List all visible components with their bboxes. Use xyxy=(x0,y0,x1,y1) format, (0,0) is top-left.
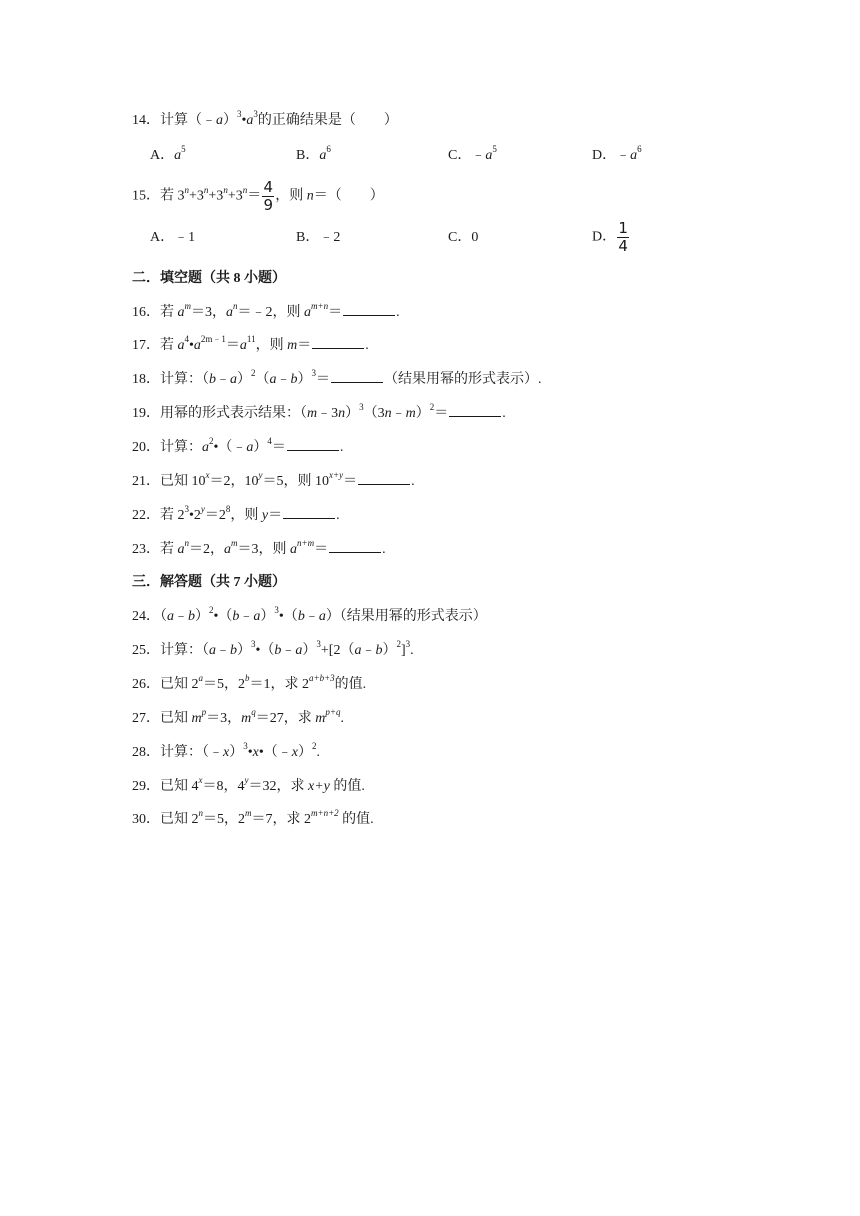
text-fragment: 20． xyxy=(132,440,160,455)
q14-option-d xyxy=(592,146,642,166)
text-fragment: ﹣3 xyxy=(317,406,339,421)
math-variable: a xyxy=(193,338,201,353)
exponent: 6 xyxy=(326,144,331,155)
text-fragment: 15． xyxy=(132,188,160,204)
text-fragment: +3 xyxy=(227,188,243,204)
question-25 xyxy=(132,641,414,661)
math-variable: b xyxy=(375,643,383,658)
q15-option-d xyxy=(592,221,630,254)
exponent xyxy=(231,538,238,548)
text-fragment: ，则 xyxy=(275,188,307,204)
text-fragment: B． xyxy=(296,148,320,163)
text-fragment: ﹣ xyxy=(174,609,188,624)
math-variable: y xyxy=(200,504,205,515)
text-fragment: 计算（﹣ xyxy=(160,113,216,128)
text-fragment: ＝8，4 xyxy=(202,779,245,794)
text-fragment: 9 xyxy=(263,196,273,214)
answer-blank xyxy=(283,506,335,519)
text-fragment: 计算：（ xyxy=(160,372,209,387)
text-fragment: D． xyxy=(592,148,617,163)
text-fragment: ＝5，则 10 xyxy=(262,474,329,489)
math-variable: y xyxy=(258,470,263,481)
math-variable: a xyxy=(354,643,362,658)
text-fragment: ＝ xyxy=(434,406,449,421)
exponent xyxy=(311,808,339,818)
exponent: 11 xyxy=(246,334,256,345)
math-variable: n+m xyxy=(297,538,315,549)
text-fragment: ） xyxy=(297,745,312,760)
text-fragment: . xyxy=(316,745,320,760)
text-fragment: 计算： xyxy=(160,440,202,455)
math-variable: n xyxy=(198,808,203,819)
text-fragment: 若 xyxy=(160,542,178,557)
exponent: 3 xyxy=(316,639,321,650)
exponent: 3 xyxy=(359,402,364,413)
math-variable: x xyxy=(205,470,210,481)
text-fragment: ） xyxy=(382,643,397,658)
text-fragment: ） xyxy=(415,406,430,421)
exponent: 2 xyxy=(251,368,256,379)
question-21 xyxy=(132,472,415,492)
text-fragment: ＝2 xyxy=(204,508,226,523)
text-fragment: 0 xyxy=(471,230,479,245)
math-variable: x xyxy=(223,745,230,760)
text-fragment: 17． xyxy=(132,338,160,353)
math-variable: b xyxy=(209,372,216,387)
math-variable: m xyxy=(307,406,318,421)
question-26 xyxy=(132,675,366,695)
exponent xyxy=(202,707,207,717)
exponent xyxy=(245,808,252,818)
text-fragment: 23． xyxy=(132,542,160,557)
text-fragment: 4 xyxy=(618,237,628,255)
question-19 xyxy=(132,404,506,424)
text-fragment: ＝2， xyxy=(189,542,224,557)
text-fragment: •（ xyxy=(255,643,275,658)
text-fragment: •（ xyxy=(213,609,233,624)
text-fragment: 已知 2 xyxy=(160,812,199,827)
exponent: 4 xyxy=(267,436,272,447)
text-fragment: ＝ xyxy=(316,372,330,387)
answer-blank xyxy=(358,472,410,485)
text-fragment: ] xyxy=(400,643,406,658)
question-24 xyxy=(132,607,487,627)
text-fragment: 16． xyxy=(132,305,160,320)
question-15 xyxy=(132,180,384,213)
text-fragment: ＝ xyxy=(247,188,262,204)
text-fragment: ＝1，求 2 xyxy=(249,677,309,692)
math-variable: b xyxy=(245,673,250,684)
text-fragment: ＝7，求 2 xyxy=(251,812,311,827)
text-fragment: ＝3， xyxy=(206,711,242,726)
fraction-4-9 xyxy=(262,180,274,213)
text-fragment: • xyxy=(189,338,194,353)
math-variable: p+q xyxy=(325,707,341,718)
exponent: 3 xyxy=(243,741,248,752)
exponent: 2m﹣1 xyxy=(200,334,226,345)
text-fragment: ＝2，10 xyxy=(209,474,259,489)
exponent: 5 xyxy=(492,144,497,155)
math-variable: n xyxy=(223,185,228,196)
text-fragment: （3 xyxy=(363,406,385,421)
math-variable: n xyxy=(184,185,189,196)
math-variable: a xyxy=(224,542,231,557)
text-fragment: C． xyxy=(448,230,472,245)
text-fragment: A． xyxy=(150,148,175,163)
exponent: 3 xyxy=(274,605,279,616)
exponent xyxy=(206,470,210,480)
text-fragment: ） xyxy=(229,745,244,760)
text-fragment: ＝ xyxy=(271,440,286,455)
exponent: 2 xyxy=(209,605,214,616)
text-fragment: 已知 4 xyxy=(160,779,199,794)
text-fragment: •2 xyxy=(189,508,201,523)
text-fragment: ＝5，2 xyxy=(203,677,245,692)
text-fragment: ＝﹣2，则 xyxy=(237,305,304,320)
math-variable: a xyxy=(174,148,182,163)
exponent: 2 xyxy=(311,741,317,752)
exponent: 3 xyxy=(311,368,316,379)
text-fragment: 若 xyxy=(160,305,178,320)
text-fragment: ，则 xyxy=(255,338,288,353)
math-variable: a xyxy=(167,609,174,624)
text-fragment: 19． xyxy=(132,406,160,421)
exponent: 3 xyxy=(405,639,411,650)
math-variable: a xyxy=(202,440,209,455)
question-30 xyxy=(132,810,374,830)
exponent xyxy=(311,301,328,311)
text-fragment: 21． xyxy=(132,474,160,489)
text-fragment: 4 xyxy=(263,178,273,196)
math-variable: n xyxy=(233,301,238,312)
math-variable: a xyxy=(304,305,311,320)
q14-option-b xyxy=(296,146,331,166)
math-variable: q xyxy=(251,707,256,718)
answer-blank xyxy=(287,438,339,451)
text-fragment: C． xyxy=(448,148,472,163)
q15-option-c xyxy=(448,228,478,248)
question-17 xyxy=(132,336,369,356)
math-variable: b xyxy=(290,372,298,387)
exponent xyxy=(204,185,209,195)
math-variable: m xyxy=(241,711,252,726)
exponent: 8 xyxy=(225,504,231,515)
question-28 xyxy=(132,743,320,763)
text-fragment: ﹣ xyxy=(281,643,296,658)
exponent xyxy=(201,504,205,514)
answer-blank xyxy=(343,303,395,316)
text-fragment: •（﹣ xyxy=(213,440,247,455)
text-fragment: （ xyxy=(255,372,270,387)
text-fragment: ﹣ xyxy=(216,643,230,658)
math-variable: m xyxy=(315,711,326,726)
math-variable: m+n+2 xyxy=(311,808,339,819)
exponent: 3 xyxy=(251,639,256,650)
text-fragment: . xyxy=(502,406,506,421)
question-18 xyxy=(132,370,542,390)
math-variable: x xyxy=(252,745,259,760)
text-fragment: 计算：（ xyxy=(160,643,209,658)
q14-option-c xyxy=(448,146,497,166)
text-fragment: ） xyxy=(345,406,360,421)
text-fragment: ＝ xyxy=(328,305,343,320)
exponent xyxy=(233,301,238,311)
math-variable: a xyxy=(216,113,223,128)
math-variable: m xyxy=(405,406,416,421)
text-fragment: ＝ xyxy=(268,508,283,523)
question-27 xyxy=(132,709,344,729)
text-fragment: ﹣ xyxy=(616,148,631,163)
text-fragment: 已知 2 xyxy=(160,677,199,692)
text-fragment: A． xyxy=(150,230,175,245)
text-fragment: ﹣ xyxy=(361,643,376,658)
exponent xyxy=(243,185,248,195)
math-variable: a xyxy=(239,338,247,353)
text-fragment: ＝ xyxy=(343,474,358,489)
math-variable: a xyxy=(230,372,237,387)
exponent: 3 xyxy=(253,109,258,120)
math-variable: p xyxy=(201,707,207,718)
math-variable: a xyxy=(290,542,297,557)
math-variable: m xyxy=(184,301,191,312)
q15-option-b xyxy=(296,228,340,248)
text-fragment: ﹣ xyxy=(276,372,291,387)
math-variable: b xyxy=(297,609,305,624)
math-variable: a xyxy=(177,305,185,320)
text-fragment: ＝3，则 xyxy=(237,542,290,557)
text-fragment: 29． xyxy=(132,779,160,794)
text-fragment: 用幂的形式表示结果：（ xyxy=(160,406,307,421)
exponent xyxy=(245,775,249,785)
text-fragment: . xyxy=(339,440,344,455)
exponent xyxy=(185,538,190,548)
question-23 xyxy=(132,540,386,560)
exponent: 2 xyxy=(429,402,435,413)
text-fragment: 计算：（﹣ xyxy=(160,745,223,760)
text-fragment: 若 xyxy=(160,338,178,353)
text-fragment: ，则 xyxy=(230,508,262,523)
q14-option-a xyxy=(150,146,186,166)
section-heading-fill-in: 二．填空题（共 8 小题） xyxy=(132,271,286,286)
math-variable: a xyxy=(246,113,254,128)
math-variable: a xyxy=(269,372,277,387)
text-fragment: 1 xyxy=(618,219,628,237)
text-fragment: +3 xyxy=(208,188,224,204)
text-fragment: ﹣ xyxy=(304,609,319,624)
text-fragment: 25． xyxy=(132,643,160,658)
text-fragment: ﹣ xyxy=(391,406,406,421)
text-fragment: ＝5，2 xyxy=(203,812,245,827)
text-fragment: ﹣ xyxy=(216,372,230,387)
question-29 xyxy=(132,777,365,797)
text-fragment: . xyxy=(410,643,414,658)
math-variable: x xyxy=(198,775,203,786)
exponent: 6 xyxy=(637,144,642,155)
text-fragment: 22． xyxy=(132,508,160,523)
text-fragment: +[2（ xyxy=(320,643,355,658)
math-variable: b xyxy=(274,643,282,658)
math-variable: x+y xyxy=(308,779,330,794)
math-variable: a xyxy=(177,338,185,353)
text-fragment: +3 xyxy=(189,188,204,204)
math-variable: b xyxy=(232,609,240,624)
text-fragment: ＝（ ） xyxy=(313,188,384,204)
question-22 xyxy=(132,506,340,526)
text-fragment: 的值. xyxy=(338,812,374,827)
exponent xyxy=(259,470,263,480)
text-fragment: 28． xyxy=(132,745,160,760)
math-variable: a xyxy=(209,643,216,658)
text-fragment: . xyxy=(336,508,340,523)
exponent: 2 xyxy=(209,436,214,447)
math-variable: a xyxy=(198,673,203,684)
exponent xyxy=(325,707,340,717)
text-fragment: 的正确结果是（ ） xyxy=(257,113,398,128)
text-fragment: . xyxy=(382,542,386,557)
math-variable: x+y xyxy=(329,470,344,481)
question-16 xyxy=(132,303,400,323)
math-variable: x xyxy=(291,745,298,760)
math-variable: n xyxy=(306,188,314,204)
exponent xyxy=(297,538,314,548)
text-fragment: ﹣ xyxy=(239,609,254,624)
text-fragment: ）（结果用幂的形式表示） xyxy=(325,609,487,624)
exponent xyxy=(245,673,250,683)
exponent: 4 xyxy=(184,334,189,345)
question-20 xyxy=(132,438,343,458)
math-variable: b xyxy=(188,609,195,624)
text-fragment: •（﹣ xyxy=(258,745,292,760)
answer-blank xyxy=(329,540,381,553)
exponent xyxy=(199,808,204,818)
exponent xyxy=(329,470,343,480)
text-fragment: • xyxy=(247,745,253,760)
math-variable: a xyxy=(177,542,185,557)
text-fragment: （ xyxy=(160,609,167,624)
text-fragment: 24． xyxy=(132,609,160,624)
exponent xyxy=(199,673,204,683)
math-variable: a xyxy=(226,305,233,320)
text-fragment: ﹣2 xyxy=(319,230,341,245)
text-fragment: •（ xyxy=(278,609,298,624)
exponent: 3 xyxy=(184,504,189,515)
text-fragment: . xyxy=(365,338,369,353)
exponent: 5 xyxy=(181,144,186,155)
math-variable: a xyxy=(319,148,327,163)
text-fragment: ） xyxy=(297,372,312,387)
exponent: 2 xyxy=(396,639,401,650)
text-fragment: ） xyxy=(237,643,251,658)
answer-blank xyxy=(331,370,383,383)
text-fragment: ） xyxy=(302,643,317,658)
answer-blank xyxy=(449,404,501,417)
text-fragment: • xyxy=(241,113,247,128)
exponent xyxy=(223,185,228,195)
math-variable: n xyxy=(184,538,189,549)
text-fragment: ＝32，求 xyxy=(248,779,308,794)
text-fragment: D． xyxy=(592,229,617,245)
text-fragment: ） xyxy=(223,113,237,128)
math-variable: m+n xyxy=(311,301,329,312)
text-fragment: 若 3 xyxy=(160,188,185,204)
math-variable: n xyxy=(203,185,209,196)
math-variable: a xyxy=(630,148,638,163)
text-fragment: 若 2 xyxy=(160,508,185,523)
math-variable: b xyxy=(230,643,237,658)
math-variable: a+b+3 xyxy=(309,673,335,684)
text-fragment: ） xyxy=(260,609,275,624)
text-fragment: 18． xyxy=(132,372,160,387)
math-variable: n xyxy=(242,185,248,196)
text-fragment: ﹣ xyxy=(471,148,486,163)
math-variable: y xyxy=(244,775,249,786)
math-variable: m xyxy=(245,808,252,819)
exponent: 3 xyxy=(237,109,242,120)
math-variable: m xyxy=(231,538,238,549)
text-fragment: 26． xyxy=(132,677,160,692)
q15-option-a xyxy=(150,228,195,248)
question-14 xyxy=(132,111,398,131)
text-fragment: B． xyxy=(296,230,320,245)
text-fragment: . xyxy=(411,474,415,489)
text-fragment: ） xyxy=(253,440,268,455)
text-fragment: 的值. xyxy=(334,677,367,692)
text-fragment: 27． xyxy=(132,711,160,726)
text-fragment: . xyxy=(396,305,400,320)
math-variable: m xyxy=(191,711,202,726)
text-fragment: ＝ xyxy=(225,338,240,353)
math-variable: a xyxy=(485,148,493,163)
text-fragment: 已知 10 xyxy=(160,474,206,489)
exponent xyxy=(309,673,335,683)
text-fragment: ） xyxy=(195,609,209,624)
math-variable: a xyxy=(318,609,326,624)
text-fragment: ＝3， xyxy=(191,305,226,320)
fraction-1-4 xyxy=(617,221,629,254)
math-variable: n xyxy=(338,406,346,421)
text-fragment: ﹣1 xyxy=(174,230,196,245)
math-variable: a xyxy=(295,643,303,658)
exponent xyxy=(185,185,190,195)
text-fragment: ＝ xyxy=(297,338,312,353)
math-variable: m xyxy=(287,338,298,353)
math-variable: n xyxy=(384,406,392,421)
text-fragment: . xyxy=(340,711,344,726)
text-fragment: 30． xyxy=(132,812,160,827)
text-fragment: （结果用幂的形式表示）. xyxy=(384,372,542,387)
text-fragment: 已知 xyxy=(160,711,192,726)
exponent xyxy=(251,707,256,717)
text-fragment: 14． xyxy=(132,113,160,128)
math-variable: y xyxy=(261,508,269,523)
section-heading-solve: 三．解答题（共 7 小题） xyxy=(132,575,286,590)
text-fragment: ） xyxy=(237,372,251,387)
text-fragment: ＝27，求 xyxy=(255,711,316,726)
math-variable: a xyxy=(246,440,254,455)
text-fragment: ＝ xyxy=(314,542,329,557)
text-fragment: 的值. xyxy=(329,779,365,794)
answer-blank xyxy=(312,336,364,349)
math-variable: a xyxy=(253,609,261,624)
exponent xyxy=(199,775,203,785)
exponent xyxy=(185,301,192,311)
